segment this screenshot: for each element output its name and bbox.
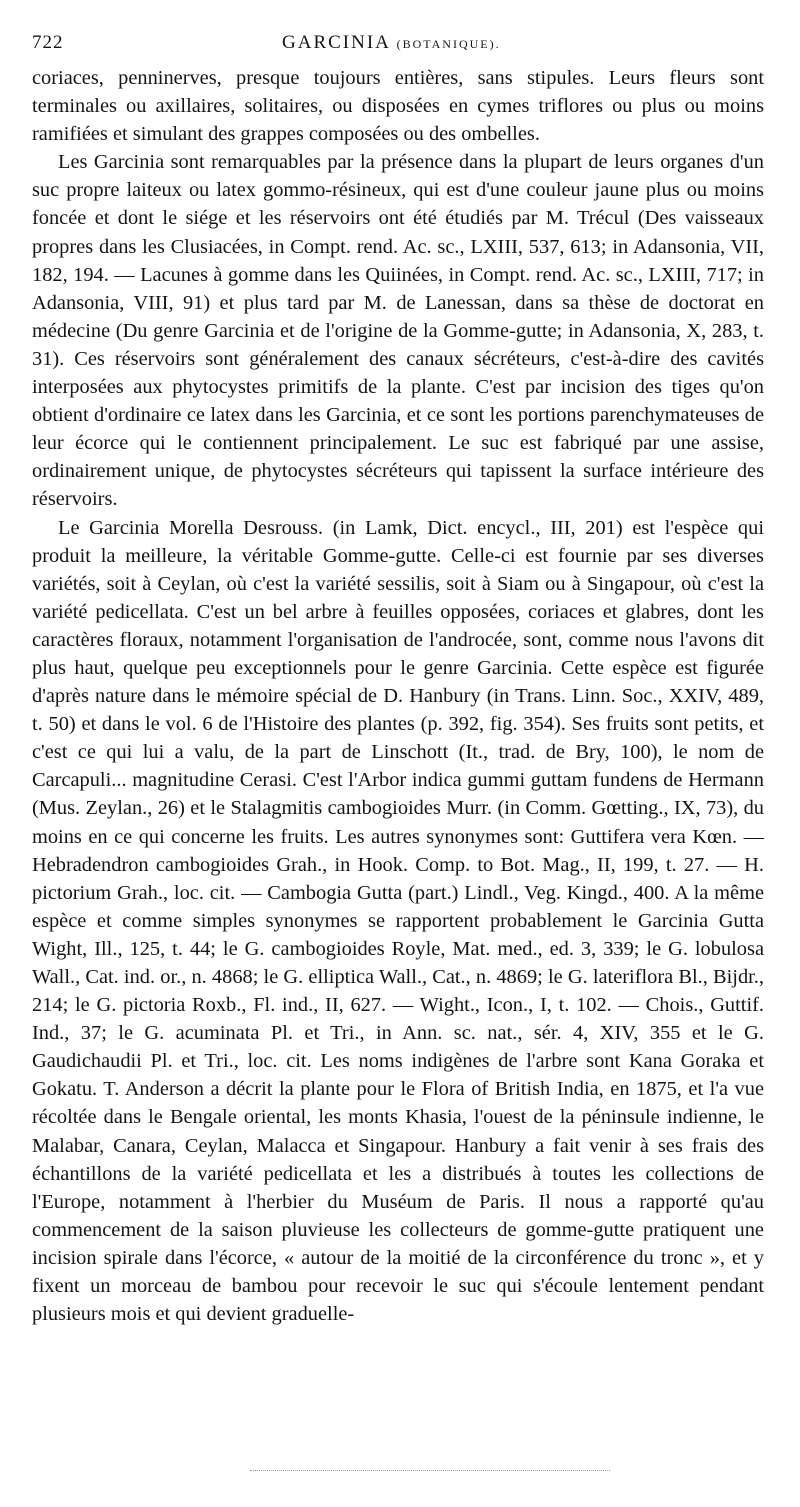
running-title-main: GARCINIA	[282, 32, 390, 53]
page	[32, 28, 764, 1328]
paragraph: Les Garcinia sont remarquables par la présence dans la plupart de leurs organes d'un suc propre laiteux ou latex gommo-résineux, qui est d'une couleur jaune plus ou moins foncée et dont le siége et les réservoirs ont été étudiés par M. Trécul (Des vaisseaux propres dans les Clusiacées, in Compt. rend. Ac. sc., LXIII, 537, 613; in Adansonia, VII, 182, 194. — Lacunes à gomme dans les Quiinées, in Compt. rend. Ac. sc., LXIII, 717; in Adansonia, VIII, 91) et plus tard par M. de Lanessan, dans sa thèse de doctorat en médecine (Du genre Garcinia et de l'origine de la Gomme-gutte; in Adansonia, X, 283, t. 31). Ces réservoirs sont généralement des canaux sécréteurs, c'est-à-dire des cavités interposées aux phytocystes primitifs de la plante. C'est par incision des tiges qu'on obtient d'ordinaire ce latex dans les Garcinia, et ce sont les portions parenchymateuses de leur écorce qui le contiennent principalement. Le suc est fabriqué par une assise, ordinairement unique, de phytocystes sécréteurs qui tapissent la surface intérieure des réservoirs.	[32, 151, 764, 511]
paragraph: Le Garcinia Morella Desrouss. (in Lamk, Dict. encycl., III, 201) est l'espèce qui produit la meilleure, la véritable Gomme-gutte. Celle-ci est fournie par ses diverses variétés, soit à Ceylan, où c'est la variété sessilis, soit à Siam ou à Singapour, où c'est la variété pedicellata. C'est un bel arbre à feuilles opposées, coriaces et glabres, dont les caractères floraux, notamment l'organisation de l'androcée, sont, comme nous l'avons dit plus haut, quelque peu exceptionnels pour le genre Garcinia. Cette espèce est figurée d'après nature dans le mémoire spécial de D. Hanbury (in Trans. Linn. Soc., XXIV, 489, t. 50) et dans le vol. 6 de l'Histoire des plantes (p. 392, fig. 354). Ses fruits sont petits, et c'est ce qui lui a valu, de la part de Linschott (It., trad. de Bry, 100), le nom de Carcapuli... magnitudine Cerasi. C'est l'Arbor indica gummi guttam fundens de Hermann (Mus. Zeylan., 26) et le Stalagmitis cambogioides Murr. (in Comm. Gœtting., IX, 73), du moins en ce qui concerne les fruits. Les autres synonymes sont: Guttifera vera Kœn. — Hebradendron cambogioides Grah., in Hook. Comp. to Bot. Mag., II, 199, t. 27. — H. pictorium Grah., loc. cit. — Cambogia Gutta (part.) Lindl., Veg. Kingd., 400. A la même espèce et comme simples synonymes se rapportent probablement le Garcinia Gutta Wight, Ill., 125, t. 44; le G. cambogioides Royle, Mat. med., ed. 3, 339; le G. lobulosa Wall., Cat. ind. or., n. 4868; le G. elliptica Wall., Cat., n. 4869; le G. lateriflora Bl., Bijdr., 214; le G. pictoria Roxb., Fl. ind., II, 627. — Wight., Icon., I, t. 102. — Chois., Guttif. Ind., 37; le G. acuminata Pl. et Tri., in Ann. sc. nat., sér. 4, XIV, 355 et le G. Gaudichaudii Pl. et Tri., loc. cit. Les noms indigènes de l'arbre sont Kana Goraka et Gokatu. T. Anderson a décrit la plante pour le Flora of British India, en 1875, et l'a vue récoltée dans le Bengale oriental, les monts Khasia, l'ouest de la péninsule indienne, le Malabar, Canara, Ceylan, Malacca et Singapour. Hanbury a fait venir à ses frais des échantillons de la variété pedicellata et les a distribués à toutes les collections de l'Europe, notamment à l'herbier du Muséum de Paris. Il nous a rapporté qu'au commencement de la saison pluvieuse les collecteurs de gomme-gutte pratiquent une incision spirale dans l'écorce, « autour de la moitié de la circonférence du tronc », et y fixent un morceau de bambou pour recevoir le suc qui s'écoule lentement pendant plusieurs mois et qui devient graduelle-	[32, 516, 764, 1326]
page-number: 722	[32, 32, 64, 53]
footer-dotted-rule	[250, 1470, 610, 1471]
paragraph: coriaces, penninerves, presque toujours entières, sans stipules. Leurs fleurs sont terminales ou axillaires, solitaires, ou disposées en cymes triflores ou plus ou moins ramifiées et simulant des grappes composées ou des ombelles.	[32, 67, 764, 146]
running-title	[282, 32, 501, 54]
running-title-sub: (BOTANIQUE).	[396, 37, 501, 51]
body-text	[32, 64, 764, 1328]
running-head	[32, 28, 764, 58]
